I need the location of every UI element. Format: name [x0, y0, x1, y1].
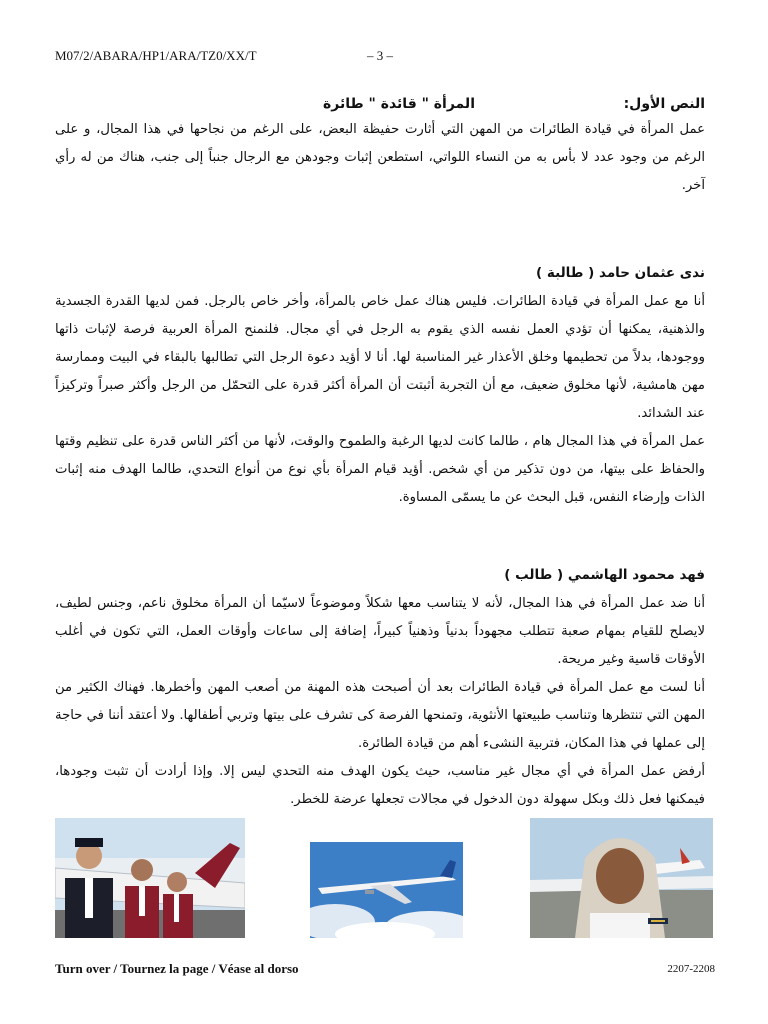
page-footer: [55, 961, 715, 979]
exam-code: M07/2/ABARA/HP1/ARA/TZ0/XX/T: [55, 48, 257, 63]
opinion-1-paragraph-2: عمل المرأة في هذا المجال هام ، طالما كانت لديها الرغبة والطموح والوقت، لأنها من أكثر الناس قدرة على تنظيم وقتها والحفاظ على بيتها، من دون تذكير من أي شخص. أؤيد قيام المرأة بأي نوع من أنواع التحدي، طالما الهدف منه إثبات الذات وإرضاء النفس، قبل البحث عن ما يسمّى المساوة.: [55, 434, 705, 505]
airliner-in-flight-photo: [310, 842, 463, 938]
text-title: المرأة " قائدة " طائرة: [322, 96, 475, 112]
female-pilot-photo: [530, 818, 713, 938]
opinion-2-paragraph-2: أنا لست مع عمل المرأة في قيادة الطائرات بعد أن أصبحت هذه المهنة من أصعب المهن وأخطرها. فهناك الكثير من المهن التي تنتظرها وتناسب طبيعتها الأنثوية، وتمنحها الفرصة كى تشرف على بيتها وتربي أطفالها. ولا أعتقد أننا في حاجة إلى عملها في هذا المكان، فتربية النشىء أهم من قيادة الطائرة.: [55, 680, 705, 751]
opinion-2-paragraph-3: أرفض عمل المرأة في أي مجال غير مناسب، حيث يكون الهدف منه التحدي ليس إلا. وإذا أرادت أن تثبت وجودها، فيمكنها فعل ذلك وبكل سهولة دون الدخول في مجالات تجعلها عرضة للخطر.: [55, 764, 705, 807]
main-content: [55, 90, 705, 814]
opinion-1-paragraph-1: أنا مع عمل المرأة في قيادة الطائرات. فليس هناك عمل خاص بالمرأة، وأخر خاص بالرجل. فمن لديها القدرة الجسدية والذهنية، يمكنها أن تؤدي العمل نفسه الذي يقوم به الرجل في أي مجال. فلنمنح المرأة العربية فرصة لإثبات ذاتها ووجودها، بدلاً من تحطيمها وخلق الأعذار غير المناسبة لها. أنا لا أؤيد دعوة الرجل التي تطالبها بالبقاء في البيت وممارسة مهن هامشية، لأنها مخلوق ضعيف، مع أن التجربة أثبتت أن المرأة أكثر قدرة على التحمّل من الرجل وأكثر صبراً وتركيزاً عند الشدائد.: [55, 294, 705, 421]
intro-paragraph: عمل المرأة في قيادة الطائرات من المهن التي أثارت حفيظة البعض، على الرغم من نجاحها في هذا المجال، و على الرغم من وجود عدد لا بأس به من النساء اللواتي، استطعن إثبات وجودهن مع الرجال جنباً إلى جنب، هناك من له رأي آخر.: [55, 122, 705, 193]
page-number: – 3 –: [367, 48, 393, 63]
text-title-row: [55, 90, 705, 116]
author-2: فهد محمود الهاشمي ( طالب ): [504, 567, 705, 583]
pilots-group-photo: [55, 818, 245, 938]
document-number: 2207-2208: [667, 963, 715, 975]
page-header: [55, 48, 715, 66]
author-1: ندى عثمان حامد ( طالبة ): [536, 265, 705, 281]
text-label: النص الأول:: [623, 96, 705, 112]
opinion-2-paragraph-1: أنا ضد عمل المرأة في هذا المجال، لأنه لا يتناسب معها شكلاً وموضوعاً لاسيّما أن المرأة مخلوق ناعم، وجنس لطيف، لايصلح للقيام بمهام صعبة تتطلب مجهوداً بدنياً وذهنياً كبيراً، إضافة إلى ساعات وأوقات العمل، التي تكون في أغلب الأوقات قاسية وغير مريحة.: [55, 596, 705, 667]
turn-over-note: Turn over / Tournez la page / Véase al dorso: [55, 961, 299, 976]
